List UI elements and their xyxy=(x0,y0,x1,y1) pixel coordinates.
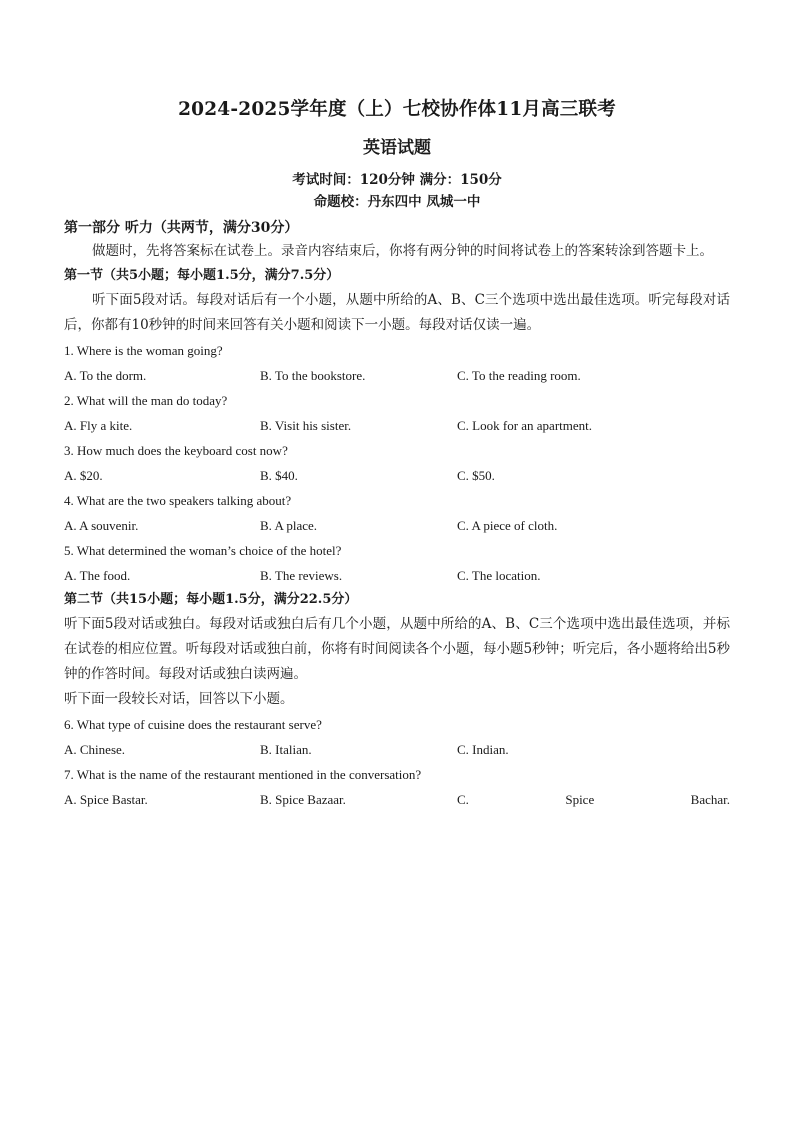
answer-options xyxy=(64,787,730,812)
question-6 xyxy=(64,712,730,762)
section2-directions: 听下面5段对话或独白。每段对话或独白后有几个小题，从题中所给的A、B、C三个选项中选出最佳选项，并标在试卷的相应位置。听每段对话或独白前，你将有时间阅读各个小题，每小题5秒钟；听完后，各小题将给出5秒钟的作答时间。每段对话或独白读两遍。 xyxy=(64,616,730,682)
option-b: B. Spice Bazaar. xyxy=(260,792,346,807)
option-c: C. Look for an apartment. xyxy=(457,418,593,433)
option-c-word-2: Bachar. xyxy=(690,792,730,807)
question-1 xyxy=(64,338,730,388)
question-4 xyxy=(64,488,730,538)
answer-options xyxy=(64,463,730,488)
option-a: A. To the dorm. xyxy=(64,368,147,383)
answer-options xyxy=(64,563,730,588)
option-c: C. To the reading room. xyxy=(457,368,581,383)
option-a: A. Spice Bastar. xyxy=(64,792,148,807)
option-a: A. Chinese. xyxy=(64,742,126,757)
question-7 xyxy=(64,762,730,812)
option-b: B. The reviews. xyxy=(260,568,343,583)
part1-heading: 第一部分 听力（共两节，满分30分） xyxy=(64,220,299,236)
question-stem: 1. Where is the woman going? xyxy=(64,343,223,358)
option-b: B. A place. xyxy=(260,518,318,533)
answer-options xyxy=(64,737,730,762)
option-c: C. The location. xyxy=(457,568,541,583)
option-a: A. Fly a kite. xyxy=(64,418,133,433)
section2-heading: 第二节（共15小题；每小题1.5分，满分22.5分） xyxy=(64,592,358,607)
part1-intro: 做题时，先将答案标在试卷上。录音内容结束后，你将有两分钟的时间将试卷上的答案转涂到答题卡上。 xyxy=(92,243,713,259)
option-a: A. The food. xyxy=(64,568,131,583)
question-stem: 4. What are the two speakers talking about? xyxy=(64,493,292,508)
option-b: B. $40. xyxy=(260,468,298,483)
option-c xyxy=(457,787,730,812)
question-stem: 7. What is the name of the restaurant mentioned in the conversation? xyxy=(64,767,422,782)
question-stem: 5. What determined the woman’s choice of the hotel? xyxy=(64,543,342,558)
question-stem: 3. How much does the keyboard cost now? xyxy=(64,443,288,458)
option-a: A. $20. xyxy=(64,468,103,483)
section1-heading: 第一节（共5小题；每小题1.5分，满分7.5分） xyxy=(64,268,340,283)
exam-schools: 命题校：丹东四中 凤城一中 xyxy=(313,194,481,210)
exam-info: 考试时间：120分钟 满分：150分 xyxy=(292,172,502,188)
question-5 xyxy=(64,538,730,588)
answer-options xyxy=(64,513,730,538)
option-b: B. To the bookstore. xyxy=(260,368,366,383)
answer-options xyxy=(64,413,730,438)
question-stem: 6. What type of cuisine does the restaurant serve? xyxy=(64,717,322,732)
section1-directions: 听下面5段对话。每段对话后有一个小题，从题中所给的A、B、C三个选项中选出最佳选项。听完每段对话后，你都有10秒钟的时间来回答有关小题和阅读下一小题。每段对话仅读一遍。 xyxy=(64,292,730,333)
option-c: C. $50. xyxy=(457,468,495,483)
option-b: B. Visit his sister. xyxy=(260,418,352,433)
exam-title: 2024-2025学年度（上）七校协作体11月高三联考 xyxy=(178,99,616,120)
option-c: C. Indian. xyxy=(457,742,509,757)
option-c-word-1: Spice xyxy=(565,792,595,807)
option-c: C. A piece of cloth. xyxy=(457,518,558,533)
question-3 xyxy=(64,438,730,488)
question-stem: 2. What will the man do today? xyxy=(64,393,228,408)
answer-options xyxy=(64,363,730,388)
question-2 xyxy=(64,388,730,438)
option-a: A. A souvenir. xyxy=(64,518,139,533)
option-b: B. Italian. xyxy=(260,742,312,757)
subject-title: 英语试题 xyxy=(363,138,431,158)
section2-prompt: 听下面一段较长对话，回答以下小题。 xyxy=(64,691,294,707)
option-c-letter: C. xyxy=(457,792,469,807)
